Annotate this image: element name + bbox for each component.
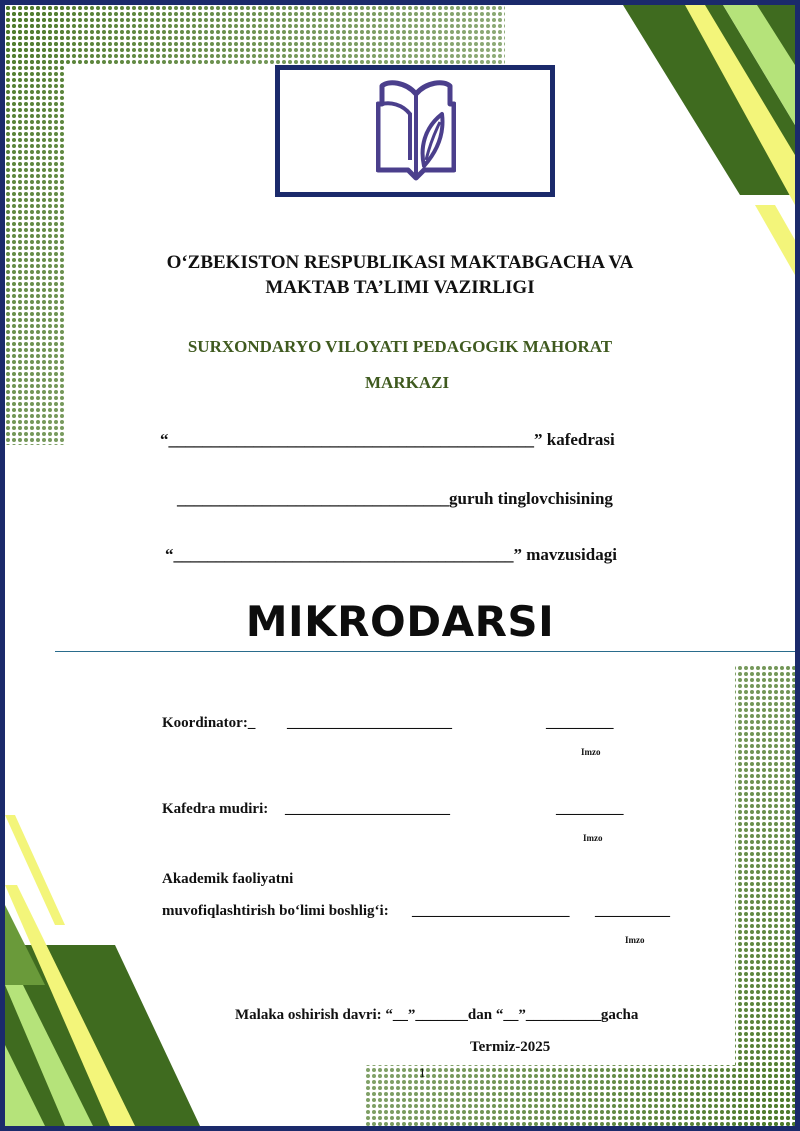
head-signature-line: _________ bbox=[556, 801, 624, 817]
group-field: ________________________________guruh tinglovchisining bbox=[177, 489, 613, 508]
title-divider bbox=[55, 651, 795, 652]
stripes-bottom-left bbox=[5, 815, 200, 1126]
book-leaf-icon bbox=[376, 78, 456, 188]
document-title: MIKRODARSI bbox=[245, 597, 555, 646]
head-label: Kafedra mudiri: bbox=[162, 801, 269, 817]
logo-frame bbox=[275, 65, 555, 197]
dot-pattern-bottom-right bbox=[365, 665, 795, 1126]
training-period: Malaka oshirish davri: “__”_______dan “__”__________gacha bbox=[235, 1007, 639, 1023]
coordinator-imzo: Imzo bbox=[581, 747, 601, 757]
academic-signature-line: __________ bbox=[595, 903, 670, 919]
ministry-name bbox=[5, 250, 795, 300]
academic-name-line: _____________________ bbox=[412, 903, 570, 919]
coordinator-name-line: ______________________ bbox=[287, 715, 452, 731]
coordinator-signature-line: _________ bbox=[546, 715, 614, 731]
center-name-line-2: MARKAZI bbox=[365, 373, 450, 392]
ministry-line-2: MAKTAB TA’LIMI VAZIRLIGI bbox=[265, 277, 535, 298]
city-year: Termiz-2025 bbox=[470, 1039, 551, 1055]
academic-label-line-2: muvofiqlashtirish bo‘limi boshlig‘i: bbox=[162, 903, 389, 919]
center-name-line-1: SURXONDARYO VILOYATI PEDAGOGIK MAHORAT bbox=[187, 337, 613, 356]
page-number: 1 bbox=[419, 1065, 426, 1080]
head-imzo: Imzo bbox=[583, 833, 603, 843]
stripes-top-right bbox=[623, 5, 795, 275]
academic-imzo: Imzo bbox=[625, 935, 645, 945]
academic-label-line-1: Akademik faoliyatni bbox=[162, 871, 294, 887]
topic-field: “________________________________________” mavzusidagi bbox=[165, 545, 617, 564]
ministry-line-1: O‘ZBEKISTON RESPUBLIKASI MAKTABGACHA VA bbox=[166, 252, 634, 273]
coordinator-label: Koordinator:_ bbox=[162, 715, 256, 731]
department-field: “___________________________________________” kafedrasi bbox=[160, 430, 615, 449]
head-name-line: ______________________ bbox=[285, 801, 450, 817]
